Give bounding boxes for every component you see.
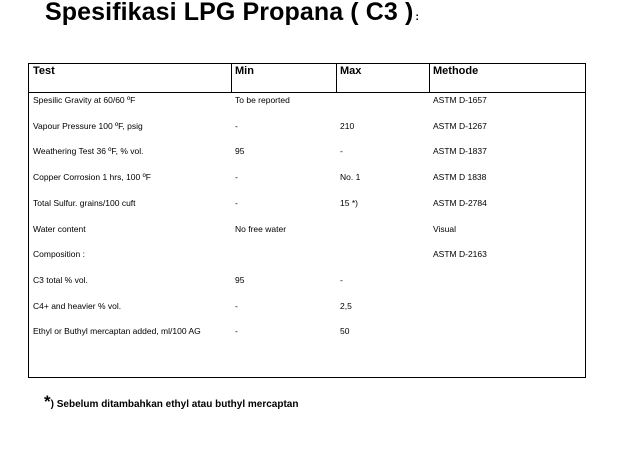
min-cell: To be reported [235, 95, 290, 105]
test-cell: Copper Corrosion 1 hrs, 100 ºF [33, 172, 151, 183]
max-cell: 210 [340, 120, 355, 131]
table-row [29, 275, 585, 289]
footnote-marker: * [44, 392, 51, 411]
table-row [29, 198, 585, 212]
table-row [29, 249, 585, 263]
methode-cell: ASTM D-1837 [433, 146, 487, 157]
max-cell: 50 [340, 326, 350, 337]
min-cell: 95 [235, 274, 245, 285]
methode-cell: ASTM D-1657 [433, 95, 487, 105]
table-row [29, 224, 585, 238]
methode-cell: ASTM D-2163 [433, 249, 487, 260]
methode-cell: ASTM D-2784 [433, 197, 487, 208]
test-cell: Spesilic Gravity at 60/60 ºF [33, 95, 136, 105]
methode-cell: Visual [433, 223, 456, 234]
test-cell: Vapour Pressure 100 ºF, psig [33, 120, 143, 131]
table-row [29, 172, 585, 186]
min-cell: - [235, 300, 238, 311]
min-cell: - [235, 120, 238, 131]
table-row [29, 146, 585, 160]
max-cell: No. 1 [340, 172, 361, 183]
spec-table [28, 63, 586, 378]
header-max: Max [340, 65, 362, 77]
footnote-text: ) Sebelum ditambahkan ethyl atau buthyl mercaptan [50, 399, 299, 410]
max-cell: 15 *) [340, 197, 358, 208]
test-cell: Ethyl or Buthyl mercaptan added, ml/100 AG [33, 326, 201, 337]
table-row [29, 301, 585, 315]
title-colon: : [415, 11, 420, 23]
methode-cell: ASTM D 1838 [433, 172, 487, 183]
test-cell: Water content [33, 223, 86, 234]
table-row [29, 121, 585, 135]
max-cell: 2,5 [340, 300, 352, 311]
header-methode: Methode [433, 65, 479, 77]
max-cell: - [340, 146, 343, 157]
column-divider [429, 64, 430, 93]
header-test: Test [33, 65, 55, 77]
column-divider [231, 64, 232, 93]
title-text: Spesifikasi LPG Propana ( C3 ) [45, 0, 414, 26]
methode-cell: ASTM D-1267 [433, 120, 487, 131]
footnote [44, 394, 298, 414]
test-cell: C3 total % vol. [33, 274, 88, 285]
test-cell: Composition : [33, 249, 85, 260]
column-divider [336, 64, 337, 93]
table-row [29, 95, 585, 109]
min-cell: 95 [235, 146, 245, 157]
min-cell: - [235, 197, 238, 208]
test-cell: C4+ and heavier % vol. [33, 300, 122, 311]
min-cell: - [235, 326, 238, 337]
min-cell: - [235, 172, 238, 183]
test-cell: Total Sulfur. grains/100 cuft [33, 197, 136, 208]
table-row [29, 326, 585, 340]
table-header [29, 64, 585, 93]
header-min: Min [235, 65, 254, 77]
max-cell: - [340, 274, 343, 285]
page-title [45, 0, 419, 27]
min-cell: No free water [235, 223, 287, 234]
test-cell: Weathering Test 36 ºF, % vol. [33, 146, 144, 157]
